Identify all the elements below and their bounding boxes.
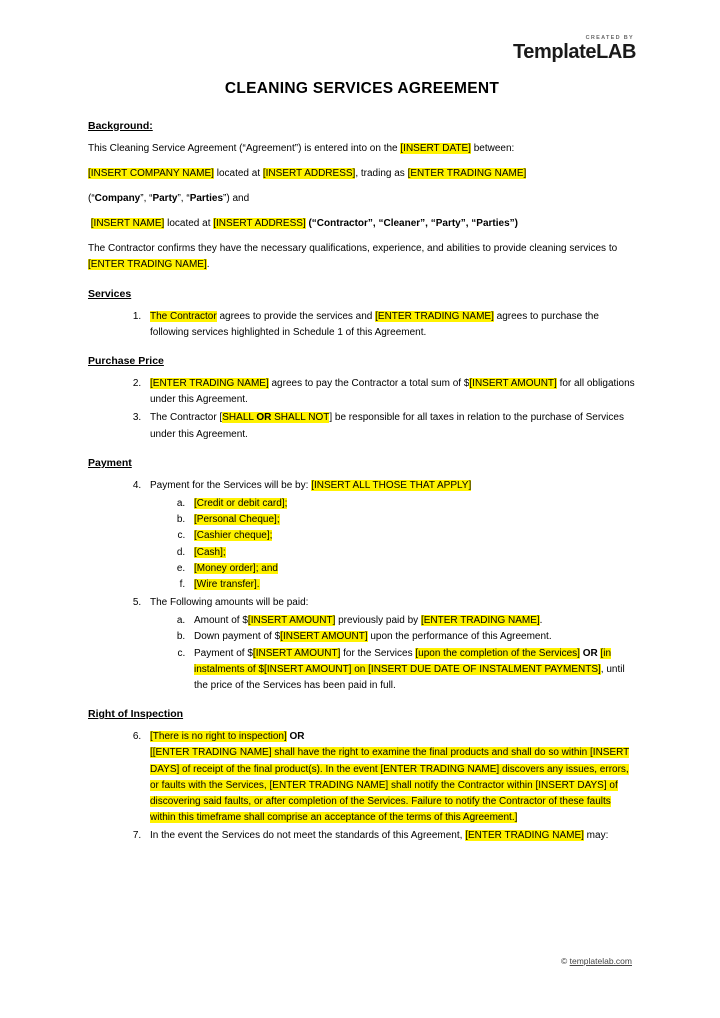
document-content	[88, 36, 636, 851]
footer-templatelab-link[interactable]: templatelab.com	[569, 956, 632, 966]
pay5a-text-a: Amount of $	[194, 615, 248, 627]
pay5c-upon-completion: [upon the completion of the Services]	[415, 647, 580, 659]
templatelab-logo	[88, 36, 636, 62]
bg-p1-text-b: between:	[470, 142, 515, 154]
pay5a-text-b: previously paid by	[335, 615, 421, 627]
roi7-text-b: may:	[583, 830, 609, 842]
bg-p4-insert-name: [INSERT NAME]	[90, 218, 165, 230]
logo-template-text: Template	[512, 40, 597, 63]
pay5-text: The Following amounts will be paid:	[150, 597, 309, 609]
list-item-method	[188, 512, 636, 528]
bg-p4-text-a: located at	[164, 218, 214, 230]
list-item-3	[144, 410, 636, 442]
pp-text-b: for all obligations under this Agreement.	[150, 378, 635, 406]
svc-text-a: agrees to provide the services and	[216, 310, 376, 322]
bg-p2-trading-name: [ENTER TRADING NAME]	[407, 167, 527, 179]
background-paragraph-2	[88, 166, 636, 182]
section-heading-purchase-price: Purchase Price	[88, 355, 164, 367]
payment-list	[88, 478, 636, 694]
payment-method-cash: [Cash];	[194, 546, 226, 558]
payment-method-money-order: [Money order]; and	[194, 562, 278, 574]
pay5c-or: OR	[582, 647, 598, 659]
pay5c-text-c: , until the price of the Services has been paid in full.	[194, 663, 625, 691]
pay5a-insert-amount: [INSERT AMOUNT]	[247, 615, 336, 627]
pay5a-text-c: .	[539, 615, 543, 627]
section-heading-payment: Payment	[88, 456, 132, 469]
page-footer	[0, 956, 632, 966]
bg-p4-address: [INSERT ADDRESS]	[213, 218, 306, 230]
payment-methods-list	[150, 496, 636, 593]
list-item-6	[144, 729, 636, 826]
roi6-body: [[ENTER TRADING NAME] shall have the right to examine the final products and shall do so within [INSERT DAYS] of receipt of the final product(s). In the event [ENTER TRADING NAME] discovers any issues, errors, or faults with the Services, [ENTER TRADING NAME] shall notify the Contractor within [INSERT DAYS] of discovering said faults, or after completion of the Services. Failure to notify the Contractor of these faults within this timeframe shall comprise an acceptance of the terms of this Agreement.]	[150, 747, 630, 824]
payment-method-wire-transfer: [Wire transfer].	[194, 578, 260, 590]
payment-method-cashier-cheque: [Cashier cheque];	[194, 530, 273, 542]
purchase-price-list	[88, 376, 636, 443]
list-item-1	[144, 309, 636, 341]
list-item-amount	[188, 613, 636, 629]
bg-p2-text-b: , trading as	[355, 167, 408, 179]
background-paragraph-4	[88, 216, 636, 232]
bg-p5-text-a: The Contractor confirms they have the necessary qualifications, experience, and abilities to provide cleaning services to	[88, 243, 618, 255]
pp3-text-a: The Contractor [	[150, 412, 223, 424]
bg-p3-party-term: Party	[152, 192, 178, 204]
bg-p5-trading-name: [ENTER TRADING NAME]	[88, 259, 207, 271]
roi7-trading-name: [ENTER TRADING NAME]	[465, 830, 584, 842]
section-heading-services: Services	[88, 287, 132, 300]
bg-p3-company-term: Company	[94, 192, 141, 204]
bg-p3-text-a: (“	[88, 192, 95, 204]
svc-trading-name: [ENTER TRADING NAME]	[375, 310, 494, 322]
svc-text-b: agrees to purchase the following services highlighted in Schedule 1 of this Agreement.	[150, 310, 599, 338]
list-item-amount	[188, 646, 636, 695]
section-heading-background: Background:	[88, 119, 153, 132]
pay4-text-a: Payment for the Services will be by:	[150, 479, 312, 491]
bg-p5-text-b: .	[206, 259, 210, 271]
pp-text-a: agrees to pay the Contractor a total sum of $	[268, 378, 470, 389]
roi6-or: OR	[289, 731, 305, 743]
payment-method-personal-cheque: [Personal Cheque];	[194, 514, 280, 526]
bg-p2-company-name: [INSERT COMPANY NAME]	[88, 167, 214, 179]
pp3-or: OR	[256, 412, 272, 424]
right-of-inspection-list	[88, 729, 636, 844]
page-title: CLEANING SERVICES AGREEMENT	[224, 79, 500, 97]
services-list	[88, 309, 636, 341]
svc-contractor-term: The Contractor	[150, 310, 217, 322]
pay5c-insert-amount: [INSERT AMOUNT]	[252, 647, 341, 659]
pay5c-text-a: Payment of $	[194, 647, 253, 659]
roi7-text-a: In the event the Services do not meet the standards of this Agreement,	[150, 830, 466, 842]
pay5b-insert-amount: [INSERT AMOUNT]	[280, 631, 368, 643]
list-item-4	[144, 478, 636, 593]
pp3-shall: SHALL	[222, 412, 257, 424]
bg-p4-text-b: (“Contractor”, “Cleaner”, “Party”, “Parties”)	[305, 218, 518, 230]
bg-p3-parties-term: Parties	[189, 192, 224, 204]
pp-insert-amount: [INSERT AMOUNT]	[469, 378, 557, 389]
list-item-2	[144, 376, 636, 408]
bg-p1-text-a: This Cleaning Service Agreement (“Agreement”) is entered into on the	[88, 142, 401, 154]
background-paragraph-5	[88, 241, 636, 273]
pay5a-trading-name: [ENTER TRADING NAME]	[420, 615, 540, 627]
pp3-shall-not: SHALL NOT	[271, 412, 330, 424]
bg-p3-text-c: ”, “	[177, 192, 190, 204]
bg-p2-address: [INSERT ADDRESS]	[262, 167, 356, 179]
pp-trading-name: [ENTER TRADING NAME]	[150, 378, 269, 389]
list-item-5	[144, 595, 636, 694]
logo-lab-text: LAB	[596, 40, 636, 63]
list-item-method	[188, 545, 636, 561]
bg-p2-text-a: located at	[213, 167, 263, 179]
logo-created-by-label: CREATED BY	[585, 35, 634, 41]
pay5c-text-b: for the Services	[340, 647, 416, 659]
list-item-method	[188, 496, 636, 512]
pay5b-text-b: upon the performance of this Agreement.	[367, 631, 552, 643]
list-item-method	[188, 561, 636, 577]
section-heading-right-of-inspection: Right of Inspection	[88, 708, 184, 721]
list-item-7	[144, 828, 636, 844]
payment-amounts-list	[150, 613, 636, 694]
background-paragraph-3	[88, 191, 636, 207]
background-paragraph-1	[88, 141, 636, 157]
list-item-method	[188, 528, 636, 544]
pay4-insert-all-apply: [INSERT ALL THOSE THAT APPLY]	[311, 479, 472, 491]
bg-p1-insert-date: [INSERT DATE]	[400, 142, 471, 154]
payment-method-credit-card: [Credit or debit card];	[194, 497, 288, 509]
pay5b-text-a: Down payment of $	[194, 631, 281, 643]
pp3-text-b: ] be responsible for all taxes in relation to the purchase of Services under this Agreement.	[150, 412, 624, 440]
roi6-no-right: [There is no right to inspection]	[150, 731, 287, 743]
list-item-method	[188, 577, 636, 593]
list-item-amount	[188, 629, 636, 645]
logo-wordmark	[88, 42, 636, 62]
bg-p3-text-d: ”) and	[223, 192, 250, 204]
pay5c-instalments: [in instalments of $[INSERT AMOUNT] on [INSERT DUE DATE OF INSTALMENT PAYMENTS]	[194, 647, 612, 675]
footer-copyright-symbol: ©	[561, 956, 570, 966]
bg-p3-text-b: ”, “	[140, 192, 153, 204]
